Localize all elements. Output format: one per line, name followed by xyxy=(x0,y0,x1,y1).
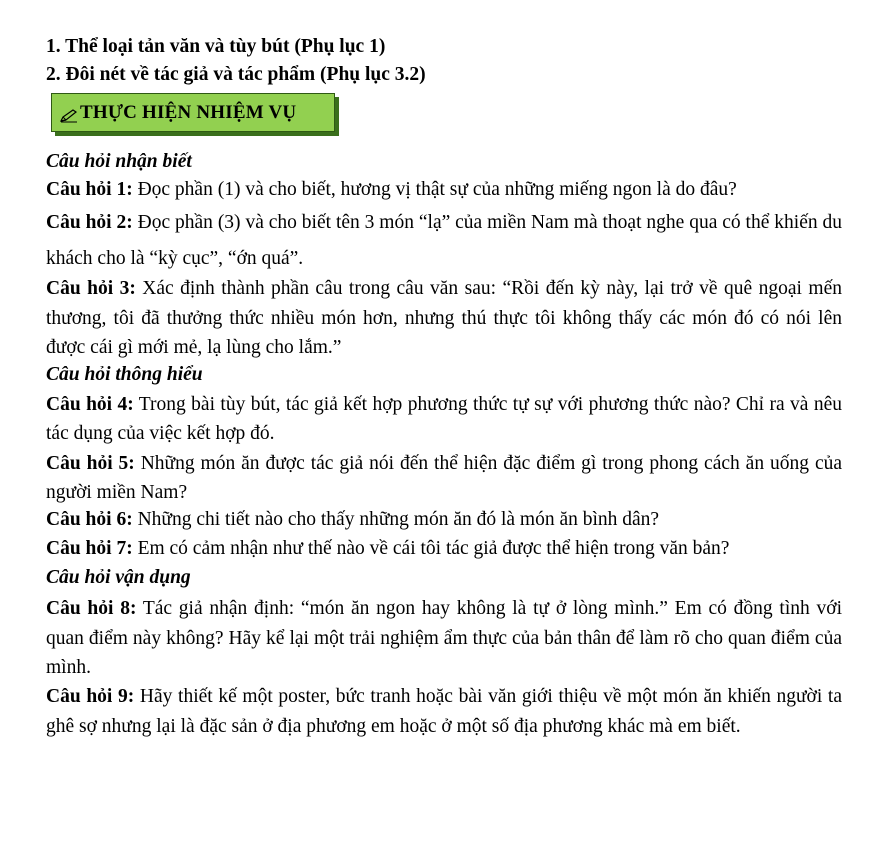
pen-icon xyxy=(60,107,78,121)
question-1 xyxy=(46,177,842,203)
task-banner xyxy=(51,93,335,132)
question-8 xyxy=(46,594,842,683)
question-label: Câu hỏi 8: xyxy=(46,598,137,619)
question-label: Câu hỏi 4: xyxy=(46,394,134,415)
question-label: Câu hỏi 3: xyxy=(46,278,136,299)
question-3 xyxy=(46,274,842,363)
heading-genre: 1. Thể loại tản văn và tùy bút (Phụ lục 1) xyxy=(46,36,386,57)
section-application: Câu hỏi vận dụng xyxy=(46,567,191,588)
question-6 xyxy=(46,507,842,533)
question-label: Câu hỏi 9: xyxy=(46,686,135,707)
section-comprehension: Câu hỏi thông hiểu xyxy=(46,364,203,385)
question-5 xyxy=(46,449,842,507)
question-label: Câu hỏi 5: xyxy=(46,453,135,474)
question-text: Đọc phần (1) và cho biết, hương vị thật sự của những miếng ngon là do đâu? xyxy=(132,179,737,200)
question-text: Những chi tiết nào cho thấy những món ăn đó là món ăn bình dân? xyxy=(132,509,660,530)
question-2 xyxy=(46,205,842,277)
question-text: Trong bài tùy bút, tác giả kết hợp phương thức tự sự với phương thức nào? Chỉ ra và nêu tác dụng của việc kết hợp đó. xyxy=(46,394,843,444)
question-text: Những món ăn được tác giả nói đến thể hiện đặc điểm gì trong phong cách ăn uống của người miền Nam? xyxy=(46,453,842,503)
question-9 xyxy=(46,682,842,741)
question-text: Xác định thành phần câu trong câu văn sau: “Rồi đến kỳ này, lại trở về quê ngoại mến thương, tôi đã thưởng thức nhiều món hơn, nhưng thú thực tôi không thấy các món đó có nói lên được cái gì mới mẻ, lạ lùng cho lắm.” xyxy=(46,278,842,358)
task-banner-label: THỰC HIỆN NHIỆM VỤ xyxy=(80,101,297,123)
question-4 xyxy=(46,390,842,448)
question-label: Câu hỏi 7: xyxy=(46,538,133,559)
question-text: Hãy thiết kế một poster, bức tranh hoặc bài văn giới thiệu về một món ăn khiến người ta ghê sợ nhưng lại là đặc sản ở địa phương em hoặc ở một số địa phương khác mà em biết. xyxy=(46,686,843,737)
section-recognition: Câu hỏi nhận biết xyxy=(46,151,192,172)
question-label: Câu hỏi 2: xyxy=(46,212,133,233)
question-text: Tác giả nhận định: “món ăn ngon hay không là tự ở lòng mình.” Em có đồng tình với quan điểm này không? Hãy kể lại một trải nghiệm ẩm thực của bản thân để làm rõ cho quan điểm của mình. xyxy=(46,598,842,678)
question-label: Câu hỏi 1: xyxy=(46,179,133,200)
question-text: Em có cảm nhận như thế nào về cái tôi tác giả được thể hiện trong văn bản? xyxy=(132,538,730,559)
question-label: Câu hỏi 6: xyxy=(46,509,133,530)
heading-author-work: 2. Đôi nét về tác giả và tác phẩm (Phụ lục 3.2) xyxy=(46,64,426,85)
question-text: Đọc phần (3) và cho biết tên 3 món “lạ” của miền Nam mà thoạt nghe qua có thể khiến du khách cho là “kỳ cục”, “ớn quá”. xyxy=(46,212,842,269)
question-7 xyxy=(46,536,842,562)
